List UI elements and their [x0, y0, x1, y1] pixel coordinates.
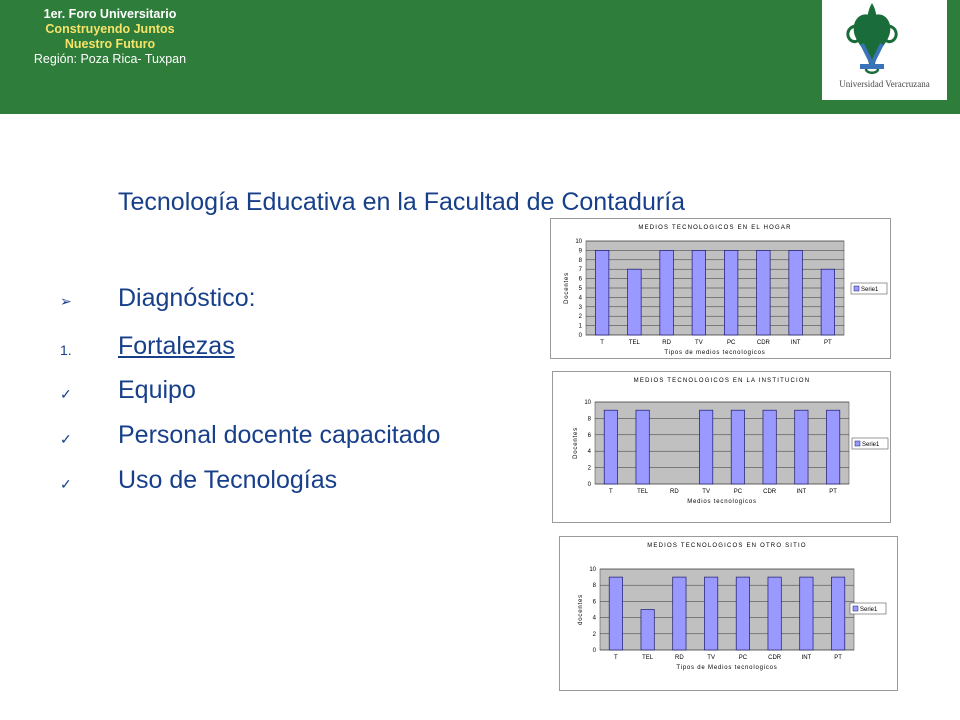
forum-slogan-line1: Construyendo Juntos	[45, 22, 175, 36]
bar-t	[609, 577, 622, 650]
bar-pt	[826, 410, 839, 484]
bar-t	[595, 250, 609, 335]
x-tick-label: TV	[707, 655, 715, 661]
check-bullet-icon: ✓	[60, 386, 72, 402]
bar-rd	[660, 250, 674, 335]
y-tick-label: 0	[578, 333, 582, 339]
x-tick-label: T	[609, 489, 613, 495]
x-tick-label: PT	[829, 489, 837, 495]
x-tick-label: T	[600, 340, 604, 346]
chart-title: MEDIOS TECNOLOGICOS EN EL HOGAR	[638, 225, 792, 231]
y-tick-label: 3	[578, 304, 582, 311]
x-tick-label: TEL	[628, 340, 640, 346]
x-axis-label: Tipos de Medios tecnologicos	[676, 665, 778, 671]
bar-chart-svg	[551, 219, 890, 358]
y-tick-label: 8	[587, 416, 591, 423]
legend-swatch	[855, 441, 860, 446]
y-tick-label: 7	[578, 267, 582, 274]
y-tick-label: 9	[578, 248, 582, 255]
x-axis-label: Tipos de medios tecnologicos	[664, 350, 766, 356]
bar-int	[789, 250, 803, 335]
y-tick-label: 6	[578, 276, 582, 283]
y-tick-label: 0	[587, 482, 591, 488]
bar-pt	[831, 577, 844, 650]
bar-rd	[673, 577, 686, 650]
bar-tel	[641, 610, 654, 651]
x-tick-label: T	[614, 655, 618, 661]
x-tick-label: PC	[738, 655, 748, 661]
legend	[850, 603, 886, 614]
header-banner	[0, 0, 960, 114]
slide-title: Tecnología Educativa en la Facultad de Contaduría	[118, 188, 686, 216]
x-tick-label: TV	[702, 489, 710, 495]
chart-otro-sitio	[559, 536, 898, 691]
bar-cdr	[757, 250, 771, 335]
x-axis-label: Medios tecnologicos	[687, 499, 757, 505]
item-fortalezas-link[interactable]: Fortalezas	[118, 332, 235, 360]
bar-tel	[628, 269, 642, 335]
legend-swatch	[854, 286, 859, 291]
chart-hogar	[550, 218, 891, 359]
item-diagnostico: Diagnóstico:	[118, 284, 256, 312]
chart-title: MEDIOS TECNOLOGICOS EN OTRO SITIO	[647, 543, 807, 549]
y-axis-label: Docentes	[573, 427, 579, 459]
legend-swatch	[853, 606, 858, 611]
plot-area	[600, 569, 854, 650]
bar-int	[795, 410, 808, 484]
bar-t	[604, 410, 617, 484]
y-axis-label: Docentes	[564, 272, 570, 304]
bar-int	[800, 577, 813, 650]
y-tick-label: 2	[592, 631, 596, 638]
legend-label: Serie1	[862, 442, 880, 448]
x-tick-label: CDR	[763, 489, 777, 495]
y-tick-label: 1	[578, 323, 582, 330]
x-tick-label: PC	[733, 489, 743, 495]
forum-region: Región: Poza Rica- Tuxpan	[33, 52, 187, 66]
bar-chart-svg	[560, 537, 897, 690]
check-bullet-icon: ✓	[60, 431, 72, 447]
chart-title: MEDIOS TECNOLOGICOS EN LA INSTITUCION	[633, 378, 811, 384]
check-bullet-icon: ✓	[60, 476, 72, 492]
y-tick-label: 5	[578, 286, 582, 292]
bar-pt	[821, 269, 835, 335]
bar-pc	[731, 410, 744, 484]
y-tick-label: 2	[578, 314, 582, 321]
legend-label: Serie1	[860, 607, 878, 613]
y-tick-label: 4	[587, 449, 591, 456]
x-tick-label: RD	[662, 340, 671, 346]
bar-tv	[704, 577, 717, 650]
bar-tel	[636, 410, 649, 484]
legend	[851, 283, 887, 294]
x-tick-label: INT	[801, 655, 812, 661]
y-tick-label: 0	[592, 648, 596, 654]
y-tick-label: 2	[587, 465, 591, 472]
forum-slogan-line2: Nuestro Futuro	[64, 37, 156, 51]
bar-cdr	[763, 410, 776, 484]
bar-tv	[699, 410, 712, 484]
item-uso-tecnologias: Uso de Tecnologías	[118, 466, 338, 494]
bar-tv	[692, 250, 706, 335]
x-tick-label: INT	[796, 489, 807, 495]
y-tick-label: 4	[592, 615, 596, 622]
forum-title: 1er. Foro Universitario	[43, 7, 177, 21]
x-tick-label: TEL	[637, 489, 649, 495]
fleur-de-lis-icon	[822, 0, 947, 80]
forum-heading	[0, 7, 220, 67]
x-tick-label: PT	[834, 655, 842, 661]
y-tick-label: 6	[592, 599, 596, 606]
legend	[852, 438, 888, 449]
chart-institucion	[552, 371, 891, 523]
arrow-bullet-icon: ➢	[60, 293, 72, 309]
y-axis-label: docentes	[578, 594, 584, 625]
item-personal-docente: Personal docente capacitado	[118, 421, 441, 449]
y-tick-label: 10	[589, 567, 596, 573]
bar-pc	[736, 577, 749, 650]
x-tick-label: PC	[726, 340, 736, 346]
y-tick-label: 8	[578, 257, 582, 264]
y-tick-label: 4	[578, 295, 582, 302]
y-tick-label: 8	[592, 583, 596, 590]
x-tick-label: TV	[695, 340, 703, 346]
x-tick-label: INT	[790, 340, 801, 346]
x-tick-label: RD	[670, 489, 679, 495]
y-tick-label: 6	[587, 432, 591, 439]
y-tick-label: 10	[584, 400, 591, 406]
x-tick-label: CDR	[768, 655, 782, 661]
bar-cdr	[768, 577, 781, 650]
university-logo	[822, 0, 947, 100]
plot-area	[595, 402, 849, 484]
y-tick-label: 10	[575, 239, 582, 245]
item-equipo: Equipo	[118, 376, 196, 404]
x-tick-label: PT	[824, 340, 832, 346]
number-bullet: 1.	[60, 342, 72, 358]
university-name: Universidad Veracruzana	[839, 79, 930, 89]
x-tick-label: CDR	[756, 340, 770, 346]
bar-pc	[724, 250, 738, 335]
legend-label: Serie1	[861, 287, 879, 293]
x-tick-label: RD	[675, 655, 684, 661]
x-tick-label: TEL	[642, 655, 654, 661]
bar-chart-svg	[553, 372, 890, 522]
